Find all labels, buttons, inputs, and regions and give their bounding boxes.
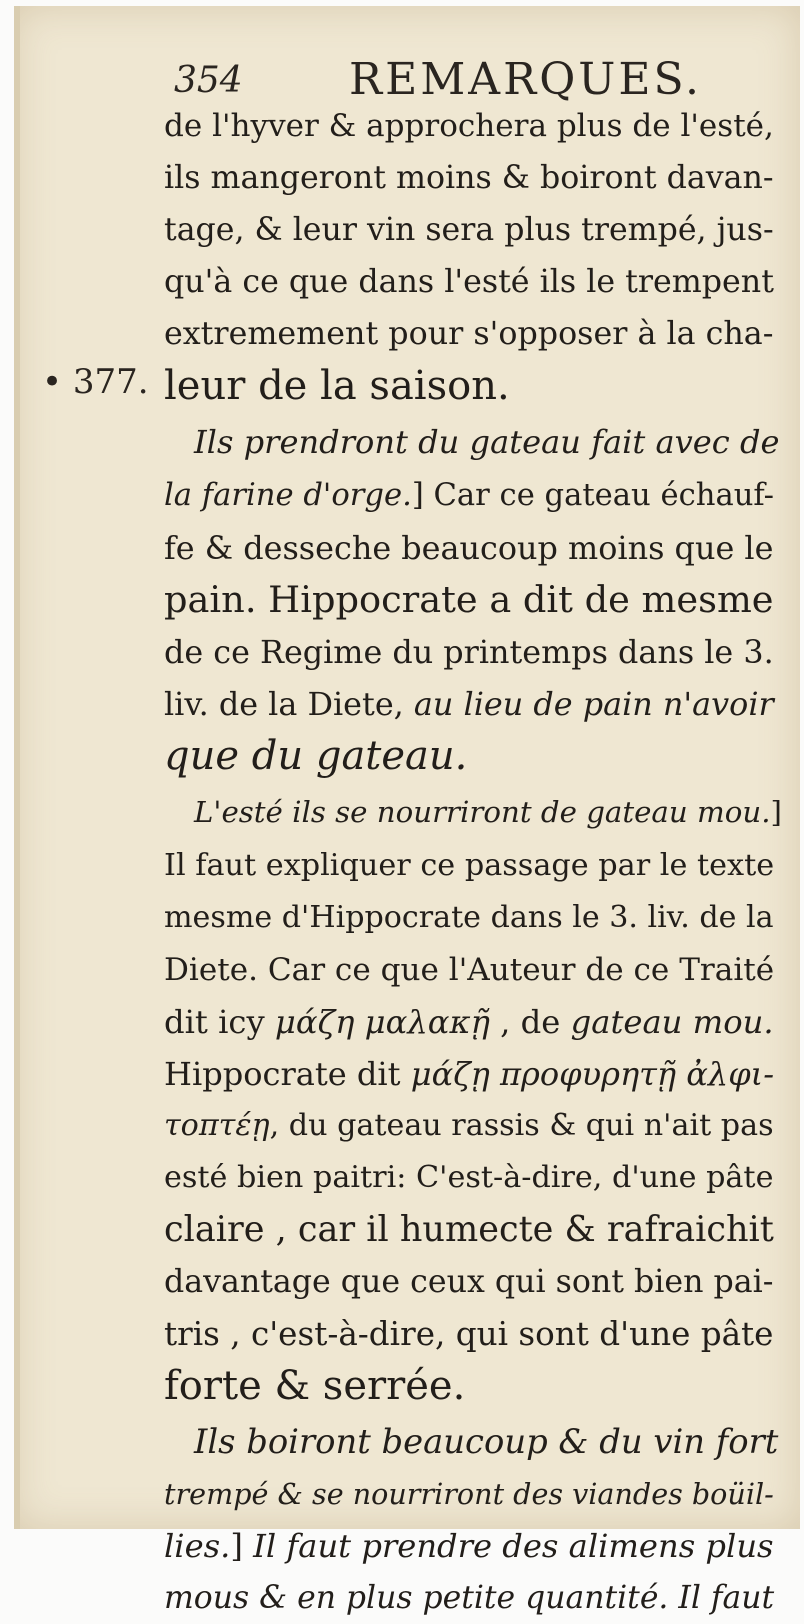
text-segment: ils mangeront moins & boiront davan- (164, 160, 774, 196)
text-line (164, 256, 774, 308)
italic-segment: au lieu de pain n'avoir (413, 685, 774, 723)
text-segment: esté bien paitri: C'est-à-dire, d'une pâte (164, 1160, 774, 1195)
italic-segment: gateau mou. (570, 1003, 774, 1041)
page-number: 354 (174, 60, 243, 101)
text-line (164, 1256, 774, 1308)
text-segment: forte & serrée. (164, 1363, 466, 1409)
text-segment: ] (230, 1527, 254, 1565)
text-line (164, 574, 774, 626)
text-line (164, 1204, 774, 1256)
text-line (164, 892, 774, 944)
text-segment: ] Car ce gateau échauf- (411, 478, 774, 513)
text-line (164, 100, 774, 152)
italic-segment: τοπτέῃ (164, 1108, 270, 1143)
italic-segment: mous & en plus petite quantité. Il faut (164, 1580, 775, 1616)
page-binding-edge (14, 6, 20, 1529)
text-segment: Hippocrate dit (164, 1055, 411, 1093)
italic-segment: μάζη μαλακῇ (274, 1003, 490, 1041)
text-line (164, 152, 774, 204)
running-title: REMARQUES. (349, 54, 703, 105)
text-line (164, 730, 774, 782)
text-segment: claire , car il humecte & rafraichit (164, 1209, 774, 1250)
text-segment: liv. de la Diete, (164, 685, 414, 723)
text-line (164, 522, 774, 574)
italic-segment: Il faut prendre des alimens plus (253, 1527, 774, 1565)
text-line (164, 470, 774, 522)
text-line (164, 1152, 774, 1204)
text-segment: Diete. Car ce que l'Auteur de ce Traité (164, 952, 775, 988)
text-line (164, 840, 774, 892)
text-segment: Il faut expliquer ce passage par le texte (164, 848, 775, 883)
text-segment: , de (489, 1003, 571, 1041)
italic-segment: Ils boiront beaucoup & du vin fort (194, 1422, 779, 1461)
text-line (164, 786, 804, 838)
book-page (14, 6, 800, 1616)
text-segment: tage, & leur vin sera plus trempé, jus- (164, 212, 774, 248)
text-line (164, 626, 774, 678)
text-segment: mesme d'Hippocrate dans le 3. liv. de la (164, 900, 774, 935)
italic-segment: que du gateau. (164, 733, 468, 779)
text-line (164, 360, 774, 412)
italic-segment: la farine d'orge. (164, 478, 412, 513)
text-line (164, 1308, 774, 1360)
text-line (164, 1468, 774, 1520)
text-line (164, 944, 774, 996)
text-segment: extremement pour s'opposer à la cha- (164, 316, 774, 352)
italic-segment: μάζῃ προφυρητῇ ἀλφι- (410, 1055, 775, 1093)
text-line (164, 996, 774, 1048)
text-segment: leur de la saison. (164, 363, 510, 409)
italic-segment: lies. (164, 1527, 231, 1565)
text-line (164, 1416, 804, 1468)
text-segment: , du gateau rassis & qui n'ait pas (269, 1108, 774, 1143)
text-line (164, 1360, 774, 1412)
text-line (164, 416, 804, 468)
page-header (174, 54, 703, 106)
italic-segment: L'esté ils se nourriront de gateau mou. (194, 795, 771, 829)
text-segment: ] (770, 795, 782, 829)
italic-segment: Ils prendront du gateau fait avec de (194, 423, 780, 461)
text-segment: tris , c'est-à-dire, qui sont d'une pâte (164, 1315, 774, 1353)
text-segment: dit icy (164, 1003, 275, 1041)
text-line (164, 308, 774, 360)
text-line (164, 678, 774, 730)
text-segment: de l'hyver & approchera plus de l'esté, (164, 108, 774, 144)
text-line (164, 204, 774, 256)
italic-segment: trempé & se nourriront des viandes boüil- (164, 1477, 774, 1511)
text-line (164, 1048, 774, 1100)
margin-note-number: • 377. (42, 362, 149, 402)
text-segment: pain. Hippocrate a dit de mesme (164, 578, 774, 621)
text-segment: de ce Regime du printemps dans le 3. (164, 633, 774, 671)
text-line (164, 1520, 774, 1572)
text-segment: fe & desseche beaucoup moins que le (164, 529, 774, 567)
text-segment: davantage que ceux qui sont bien pai- (164, 1264, 774, 1300)
text-line (164, 1100, 774, 1152)
text-segment: qu'à ce que dans l'esté ils le trempent (164, 264, 774, 300)
text-line (164, 1572, 774, 1624)
